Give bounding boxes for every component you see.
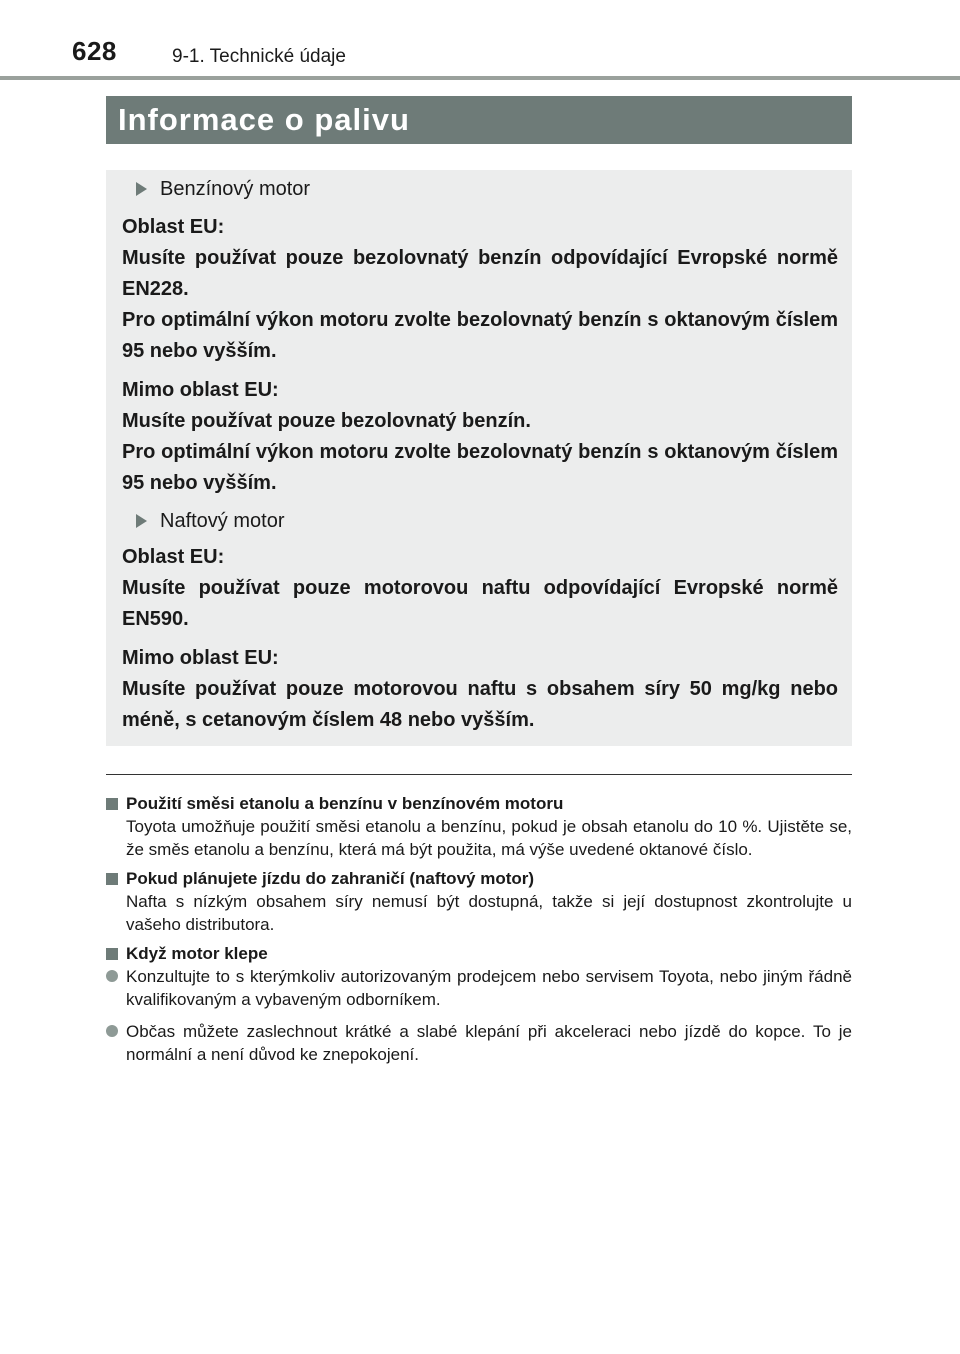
section-title-bar [106, 96, 852, 144]
gasoline-noneu-region: Mimo oblast EU: [122, 379, 279, 401]
chapter-title: 9-1. Technické údaje [172, 46, 346, 67]
diesel-eu-region: Oblast EU: [122, 546, 225, 568]
gasoline-eu-requirement: Musíte používat pouze bezolovnatý benzín odpovídající Evropské normě EN228. [122, 247, 838, 300]
notes-section [106, 786, 852, 1075]
circle-bullet-icon [106, 1025, 118, 1037]
diesel-noneu-block [122, 643, 838, 736]
triangle-right-icon [136, 182, 147, 196]
section-title: Informace o palivu [118, 102, 410, 137]
fuel-info-box [106, 170, 852, 746]
list-item-text: Konzultujte to s kterýmkoliv autorizovaným prodejcem nebo servisem Toyota, nebo jiným řádně kvalifikovaným a vybaveným odborníkem. [126, 967, 852, 1009]
gasoline-eu-region: Oblast EU: [122, 216, 225, 238]
note-heading [106, 942, 852, 965]
gasoline-eu-recommendation: Pro optimální výkon motoru zvolte bezolovnatý benzín s oktanovým číslem 95 nebo vyšším. [122, 309, 838, 362]
note-body: Nafta s nízkým obsahem síry nemusí být dostupná, takže si její dostupnost zkontrolujte u vašeho distributora. [126, 892, 852, 934]
note-body: Toyota umožňuje použití směsi etanolu a benzínu, pokud je obsah etanolu do 10 %. Ujistěte se, že směs etanolu a benzínu, která má být použita, má výše uvedené oktanové číslo. [126, 817, 852, 859]
note-heading-text: Když motor klepe [126, 944, 268, 963]
note-heading [106, 867, 852, 890]
diesel-eu-block [122, 542, 838, 635]
square-bullet-icon [106, 948, 118, 960]
section-divider [106, 774, 852, 775]
triangle-right-icon [136, 514, 147, 528]
page-number: 628 [72, 36, 117, 66]
gasoline-engine-label: Benzínový motor [160, 178, 311, 200]
diesel-engine-label: Naftový motor [160, 510, 285, 532]
gasoline-eu-block [122, 212, 838, 367]
page-header [0, 0, 960, 80]
list-item [106, 965, 852, 1011]
diesel-noneu-requirement: Musíte používat pouze motorovou naftu s obsahem síry 50 mg/kg nebo méně, s cetanovým číslem 48 nebo vyšším. [122, 678, 838, 731]
circle-bullet-icon [106, 970, 118, 982]
diesel-eu-requirement: Musíte používat pouze motorovou naftu odpovídající Evropské normě EN590. [122, 577, 838, 630]
note-heading-text: Použití směsi etanolu a benzínu v benzínovém motoru [126, 794, 564, 813]
diesel-noneu-region: Mimo oblast EU: [122, 647, 279, 669]
list-item [106, 1020, 852, 1066]
list-item-text: Občas můžete zaslechnout krátké a slabé klepání při akceleraci nebo jízdě do kopce. To je normální a není důvod ke znepokojení. [126, 1022, 852, 1064]
header-rule [0, 76, 960, 80]
note-heading-text: Pokud plánujete jízdu do zahraničí (naftový motor) [126, 869, 535, 888]
square-bullet-icon [106, 798, 118, 810]
gasoline-noneu-requirement: Musíte používat pouze bezolovnatý benzín. [122, 410, 531, 432]
note-heading [106, 792, 852, 815]
gasoline-noneu-recommendation: Pro optimální výkon motoru zvolte bezolovnatý benzín s oktanovým číslem 95 nebo vyšším. [122, 441, 838, 494]
gasoline-noneu-block [122, 375, 838, 499]
square-bullet-icon [106, 873, 118, 885]
